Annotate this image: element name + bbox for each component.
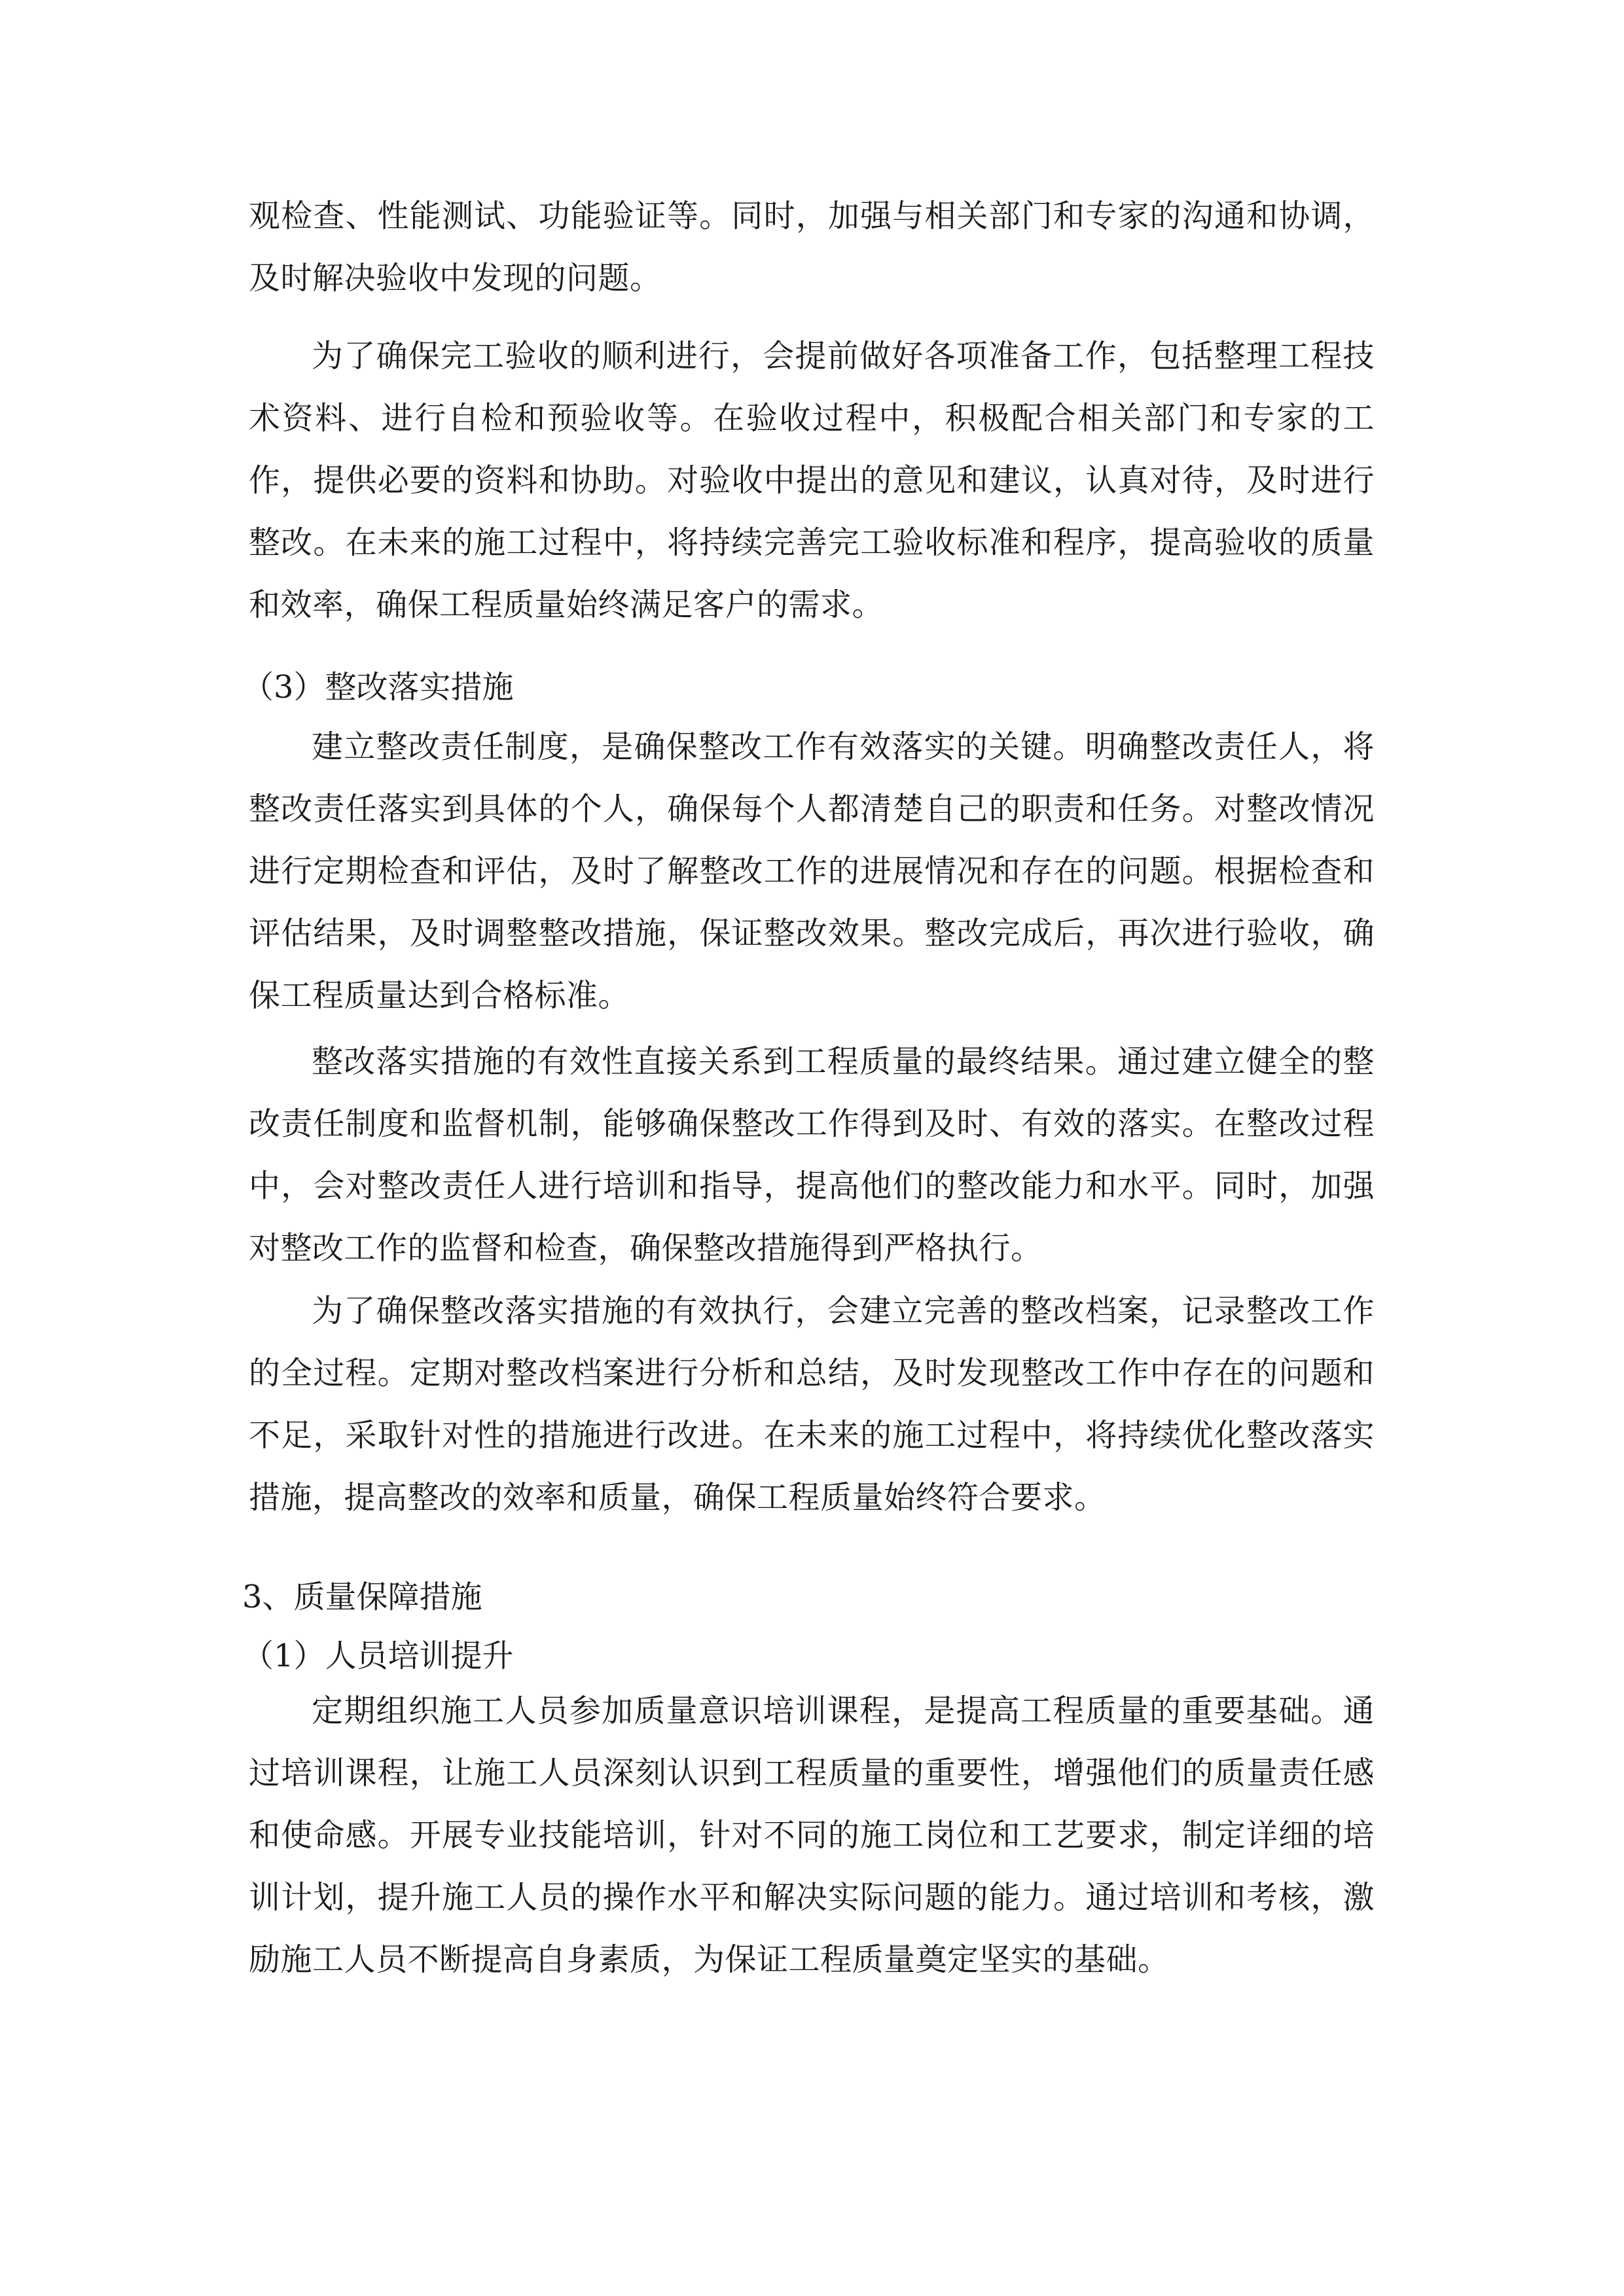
section-heading-quality-assurance: 3、质量保障措施 [242,1579,482,1615]
subheading-personnel-training: （1）人员培训提升 [242,1638,514,1674]
paragraph-rectification-responsibility: 建立整改责任制度，是确保整改工作有效落实的关键。明确整改责任人，将整改责任落实到具体的个人，确保每个人都清楚自己的职责和任务。对整改情况进行定期检查和评估，及时了解整改工作的进展情况和存在的问题。根据检查和评估结果，及时调整整改措施，保证整改效果。整改完成后，再次进行验收，确保工程质量达到合格标准。 [249,728,1375,1014]
paragraph-rectification-archive: 为了确保整改落实措施的有效执行，会建立完善的整改档案，记录整改工作的全过程。定期对整改档案进行分析和总结，及时发现整改工作中存在的问题和不足，采取针对性的措施进行改进。在未来的施工过程中，将持续优化整改落实措施，提高整改的效率和质量，确保工程质量始终符合要求。 [249,1293,1375,1516]
paragraph-rectification-effectiveness: 整改落实措施的有效性直接关系到工程质量的最终结果。通过建立健全的整改责任制度和监督机制，能够确保整改工作得到及时、有效的落实。在整改过程中，会对整改责任人进行培训和指导，提高他们的整改能力和水平。同时，加强对整改工作的监督和检查，确保整改措施得到严格执行。 [249,1043,1375,1266]
paragraph-acceptance-continued: 观检查、性能测试、功能验证等。同时，加强与相关部门和专家的沟通和协调，及时解决验收中发现的问题。 [249,198,1375,296]
subheading-rectification-measures: （3）整改落实措施 [242,669,514,706]
paragraph-personnel-training: 定期组织施工人员参加质量意识培训课程，是提高工程质量的重要基础。通过培训课程，让施工人员深刻认识到工程质量的重要性，增强他们的质量责任感和使命感。开展专业技能培训，针对不同的施工岗位和工艺要求，制定详细的培训计划，提升施工人员的操作水平和解决实际问题的能力。通过培训和考核，激励施工人员不断提高自身素质，为保证工程质量奠定坚实的基础。 [249,1693,1375,1978]
paragraph-acceptance-preparation: 为了确保完工验收的顺利进行，会提前做好各项准备工作，包括整理工程技术资料、进行自检和预验收等。在验收过程中，积极配合相关部门和专家的工作，提供必要的资料和协助。对验收中提出的意见和建议，认真对待，及时进行整改。在未来的施工过程中，将持续完善完工验收标准和程序，提高验收的质量和效率，确保工程质量始终满足客户的需求。 [249,338,1375,623]
